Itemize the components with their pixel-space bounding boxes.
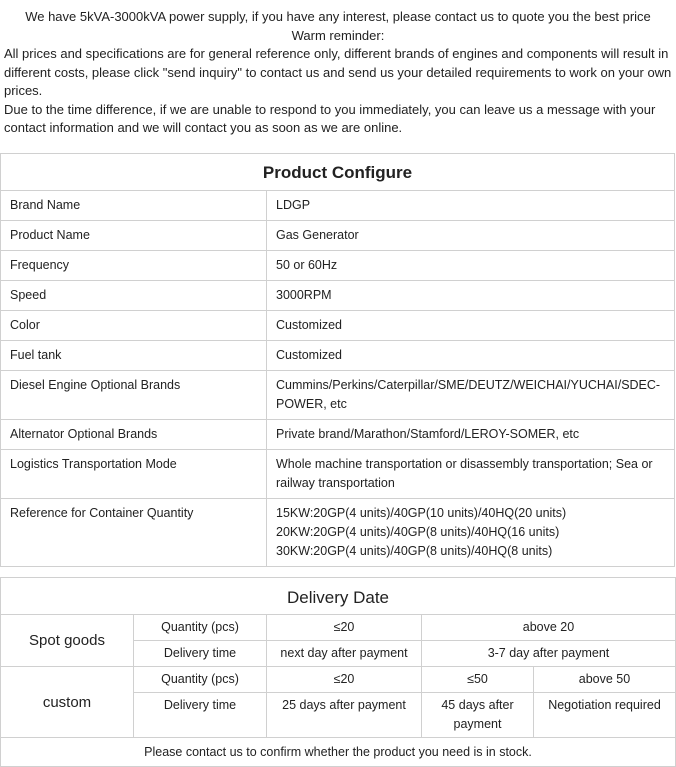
notice-line-reminder: Warm reminder: (291, 27, 385, 43)
notice-block (0, 0, 676, 147)
table-row (1, 371, 675, 420)
table-row (1, 450, 675, 499)
config-value-container (267, 499, 675, 567)
table-row (1, 191, 675, 221)
notice-para-time: Due to the time difference, if we are unable to respond to you immediately, you can leave us a message with your contact information and we will contact you as soon as we are online. (4, 101, 656, 135)
config-value: Private brand/Marathon/Stamford/LEROY-SOMER, etc (267, 420, 675, 450)
table-row (1, 615, 676, 641)
table-row (1, 281, 675, 311)
custom-time-3: Negotiation required (534, 693, 676, 738)
table-row (1, 341, 675, 371)
config-label: Frequency (1, 251, 267, 281)
custom-qty-3: above 50 (534, 667, 676, 693)
container-line: 30KW:20GP(4 units)/40GP(8 units)/40HQ(8 units) (276, 544, 553, 558)
config-value: Customized (267, 341, 675, 371)
product-configure-table (0, 153, 675, 567)
config-label: Alternator Optional Brands (1, 420, 267, 450)
spot-goods-label: Spot goods (1, 615, 134, 667)
delivery-time-label: Delivery time (134, 641, 267, 667)
quantity-label: Quantity (pcs) (134, 667, 267, 693)
container-line: 15KW:20GP(4 units)/40GP(10 units)/40HQ(20 units) (276, 506, 567, 520)
stock-note: Please contact us to confirm whether the product you need is in stock. (1, 738, 676, 767)
config-label: Brand Name (1, 191, 267, 221)
custom-label: custom (1, 667, 134, 738)
quantity-label: Quantity (pcs) (134, 615, 267, 641)
custom-qty-2: ≤50 (422, 667, 534, 693)
config-label: Speed (1, 281, 267, 311)
custom-time-1: 25 days after payment (267, 693, 422, 738)
config-value: 50 or 60Hz (267, 251, 675, 281)
config-value: Customized (267, 311, 675, 341)
config-value: Whole machine transportation or disassembly transportation; Sea or railway transportation (267, 450, 675, 499)
spot-time-2: 3-7 day after payment (422, 641, 676, 667)
table-row (1, 499, 675, 567)
config-value: Cummins/Perkins/Caterpillar/SME/DEUTZ/WEICHAI/YUCHAI/SDEC-POWER, etc (267, 371, 675, 420)
table-row (1, 420, 675, 450)
custom-qty-1: ≤20 (267, 667, 422, 693)
product-configure-title: Product Configure (1, 154, 675, 191)
config-value: 3000RPM (267, 281, 675, 311)
delivery-time-label: Delivery time (134, 693, 267, 738)
table-row (1, 251, 675, 281)
container-line: 20KW:20GP(4 units)/40GP(8 units)/40HQ(16 units) (276, 525, 560, 539)
config-label: Reference for Container Quantity (1, 499, 267, 567)
spot-time-1: next day after payment (267, 641, 422, 667)
config-value: Gas Generator (267, 221, 675, 251)
table-row (1, 221, 675, 251)
table-row (1, 311, 675, 341)
notice-line-power: We have 5kVA-3000kVA power supply, if you have any interest, please contact us to quote you the best price (25, 9, 651, 24)
config-label: Diesel Engine Optional Brands (1, 371, 267, 420)
spot-qty-2: above 20 (422, 615, 676, 641)
config-value: LDGP (267, 191, 675, 221)
table-row (1, 667, 676, 693)
spot-qty-1: ≤20 (267, 615, 422, 641)
delivery-date-title: Delivery Date (1, 578, 676, 615)
config-label: Fuel tank (1, 341, 267, 371)
config-label: Product Name (1, 221, 267, 251)
delivery-date-table (0, 577, 676, 767)
config-label: Logistics Transportation Mode (1, 450, 267, 499)
custom-time-2: 45 days after payment (422, 693, 534, 738)
notice-para-prices: All prices and specifications are for general reference only, different brands of engines and components will result in different costs, please click "send inquiry" to contact us and send us your detailed requirements to work on your own prices. (4, 46, 672, 98)
config-label: Color (1, 311, 267, 341)
